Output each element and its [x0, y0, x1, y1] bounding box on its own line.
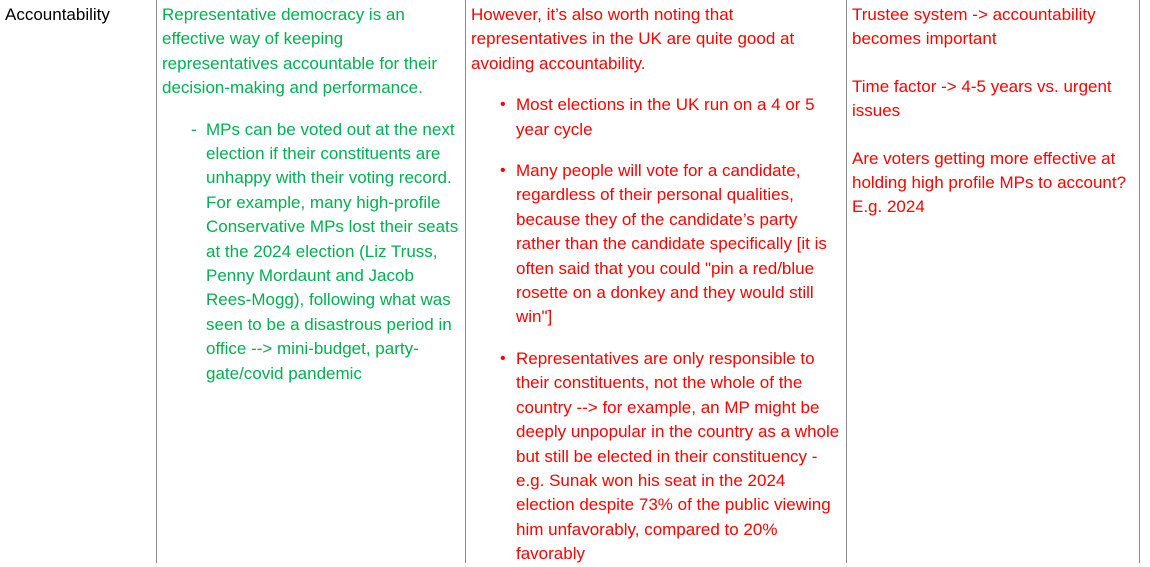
note-item: Trustee system -> accountability becomes important [852, 5, 1096, 49]
bullet-marker: • [500, 96, 506, 114]
for-point-text: MPs can be voted out at the next election if their constituents are unhappy with their voting record. For example, many high-profile Conservative MPs lost their seats at the 2024 election (Liz Truss, Penny Mordaunt and Jacob Rees-Mogg), following what was seen to be a disastrous period in office --> mini-budget, party-gate/covid pandemic [206, 119, 459, 383]
against-point-text: Most elections in the UK run on a 4 or 5 year cycle [516, 95, 815, 139]
row-label-cell [0, 0, 156, 563]
against-point-text: Representatives are only responsible to their constituents, not the whole of the country --> for example, an MP might be deeply unpopular in the country as a whole but still be elected in their constituency - e.g. Sunak won his seat in the 2024 election despite 73% of the public viewing him unfavorably, compared to 20% favorably [516, 348, 840, 564]
for-cell [156, 0, 465, 563]
against-intro: However, it’s also worth noting that representatives in the UK are quite good at avoiding accountability. [471, 5, 795, 73]
dash-marker: - [191, 119, 197, 139]
row-label: Accountability [5, 5, 110, 24]
for-points-list [162, 118, 459, 386]
notes-cell [846, 0, 1140, 563]
list-item [162, 118, 459, 386]
list-item [471, 347, 842, 567]
against-point-text: Many people will vote for a candidate, regardless of their personal qualities, because they of the candidate’s party rather than the candidate specifically [it is often said that you could "pin a red/blue rosette on a donkey and they would still win"] [516, 161, 827, 327]
for-intro: Representative democracy is an effective way of keeping representatives accountable for their decision-making and performance. [162, 5, 437, 98]
against-points-list [471, 93, 842, 566]
against-cell [465, 0, 846, 563]
bullet-marker: • [500, 162, 506, 180]
list-item [471, 93, 842, 142]
list-item [471, 159, 842, 330]
bullet-marker: • [500, 349, 506, 367]
note-item: Time factor -> 4-5 years vs. urgent issues [852, 76, 1112, 121]
note-item: Are voters getting more effective at holding high profile MPs to account? E.g. 2024 [852, 148, 1127, 217]
